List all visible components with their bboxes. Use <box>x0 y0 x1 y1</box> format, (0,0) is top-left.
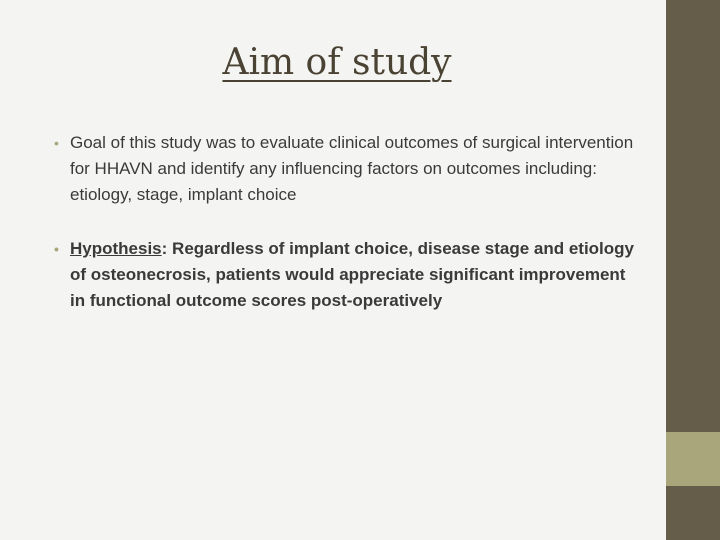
bullet-hypothesis <box>52 236 636 314</box>
bullet-goal <box>52 130 636 208</box>
bullet-hypothesis-text: Regardless of implant choice, disease stage and etiology of osteonecrosis, patients would appreciate significant improvement in functional outcome scores post-operatively <box>70 239 635 310</box>
slide-title-text: Aim of study <box>222 42 452 83</box>
slide-title <box>0 42 674 83</box>
bullet-list <box>52 130 636 314</box>
bullet-dot-icon: • <box>54 241 59 257</box>
bullet-goal-text: Goal of this study was to evaluate clinical outcomes of surgical intervention for HHAVN and identify any influencing factors on outcomes including: etiology, stage, implant choice <box>70 133 634 204</box>
hypothesis-separator: : <box>161 239 168 258</box>
sidebar-bottom-band <box>666 486 720 540</box>
sidebar-top-band <box>666 0 720 432</box>
hypothesis-label: Hypothesis <box>70 239 162 258</box>
bullet-dot-icon: • <box>54 135 59 151</box>
sidebar-accent-band <box>666 432 720 486</box>
